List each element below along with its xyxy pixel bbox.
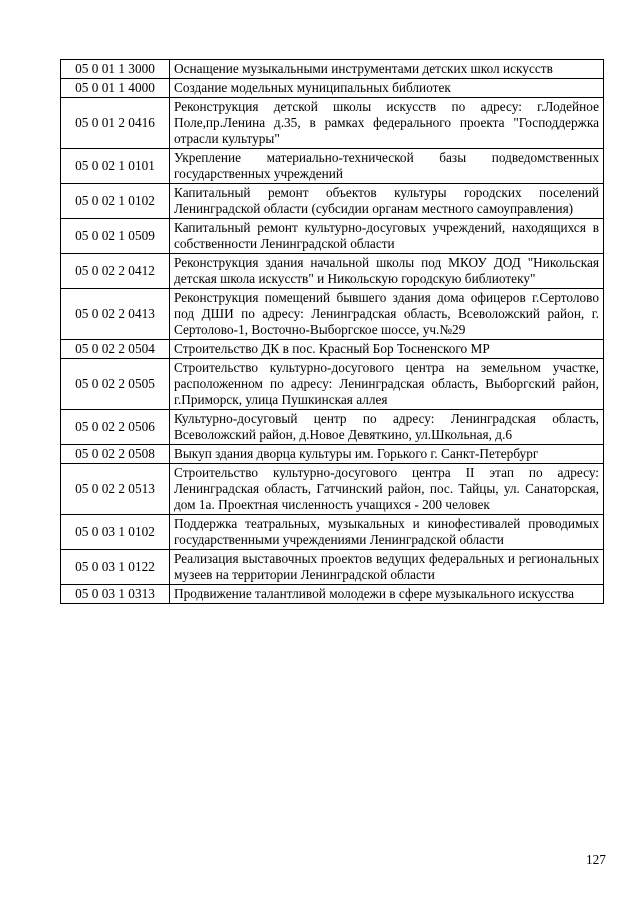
item-description: Реализация выставочных проектов ведущих федеральных и региональных музеев на территории Ленинградской области [170, 550, 604, 585]
classification-code: 05 0 01 1 4000 [61, 79, 170, 98]
page-number: 127 [586, 852, 606, 867]
budget-codes-table [60, 59, 604, 604]
classification-code: 05 0 02 2 0412 [61, 254, 170, 289]
table-row [61, 410, 604, 445]
table-row [61, 149, 604, 184]
table-row [61, 359, 604, 410]
table-row [61, 550, 604, 585]
table-row [61, 515, 604, 550]
item-description: Реконструкция детской школы искусств по адресу: г.Лодейное Поле,пр.Ленина д.35, в рамках федерального проекта "Господдержка отрасли культуры" [170, 98, 604, 149]
table-row [61, 585, 604, 604]
table-row [61, 254, 604, 289]
classification-code: 05 0 02 2 0508 [61, 445, 170, 464]
table-row [61, 289, 604, 340]
item-description: Культурно-досуговый центр по адресу: Ленинградская область, Всеволожский район, д.Новое Девяткино, ул.Школьная, д.6 [170, 410, 604, 445]
table-body [61, 60, 604, 604]
item-description: Продвижение талантливой молодежи в сфере музыкального искусства [170, 585, 604, 604]
item-description: Укрепление материально-технической базы подведомственных государственных учреждений [170, 149, 604, 184]
classification-code: 05 0 03 1 0313 [61, 585, 170, 604]
item-description: Реконструкция помещений бывшего здания дома офицеров г.Сертолово под ДШИ по адресу: Ленинградская область, Всеволожский район, г. Сертолово-1, Восточно-Выборгское шоссе, уч.№29 [170, 289, 604, 340]
item-description: Строительство культурно-досугового центра на земельном участке, расположенном по адресу: Ленинградская область, Выборгский район, г.Приморск, улица Пушкинская аллея [170, 359, 604, 410]
classification-code: 05 0 03 1 0102 [61, 515, 170, 550]
item-description: Поддержка театральных, музыкальных и кинофестивалей проводимых государственными учреждениями Ленинградской области [170, 515, 604, 550]
classification-code: 05 0 02 2 0504 [61, 340, 170, 359]
item-description: Строительство культурно-досугового центра II этап по адресу: Ленинградская область, Гатчинский район, пос. Тайцы, ул. Санаторская, дом 1а. Проектная численность учащихся - 200 человек [170, 464, 604, 515]
item-description: Капитальный ремонт объектов культуры городских поселений Ленинградской области (субсидии органам местного самоуправления) [170, 184, 604, 219]
classification-code: 05 0 01 2 0416 [61, 98, 170, 149]
classification-code: 05 0 03 1 0122 [61, 550, 170, 585]
item-description: Выкуп здания дворца культуры им. Горького г. Санкт-Петербург [170, 445, 604, 464]
classification-code: 05 0 02 1 0509 [61, 219, 170, 254]
table-row [61, 184, 604, 219]
table-row [61, 445, 604, 464]
classification-code: 05 0 02 2 0413 [61, 289, 170, 340]
item-description: Реконструкция здания начальной школы под МКОУ ДОД "Никольская детская школа искусств" и Никольскую городскую библиотеку" [170, 254, 604, 289]
classification-code: 05 0 02 1 0102 [61, 184, 170, 219]
item-description: Оснащение музыкальными инструментами детских школ искусств [170, 60, 604, 79]
classification-code: 05 0 01 1 3000 [61, 60, 170, 79]
table-row [61, 340, 604, 359]
classification-code: 05 0 02 1 0101 [61, 149, 170, 184]
item-description: Капитальный ремонт культурно-досуговых учреждений, находящихся в собственности Ленинградской области [170, 219, 604, 254]
table-row [61, 98, 604, 149]
table-row [61, 60, 604, 79]
classification-code: 05 0 02 2 0505 [61, 359, 170, 410]
table-row [61, 464, 604, 515]
item-description: Создание модельных муниципальных библиотек [170, 79, 604, 98]
table-row [61, 79, 604, 98]
classification-code: 05 0 02 2 0506 [61, 410, 170, 445]
item-description: Строительство ДК в пос. Красный Бор Тосненского МР [170, 340, 604, 359]
classification-code: 05 0 02 2 0513 [61, 464, 170, 515]
table-row [61, 219, 604, 254]
